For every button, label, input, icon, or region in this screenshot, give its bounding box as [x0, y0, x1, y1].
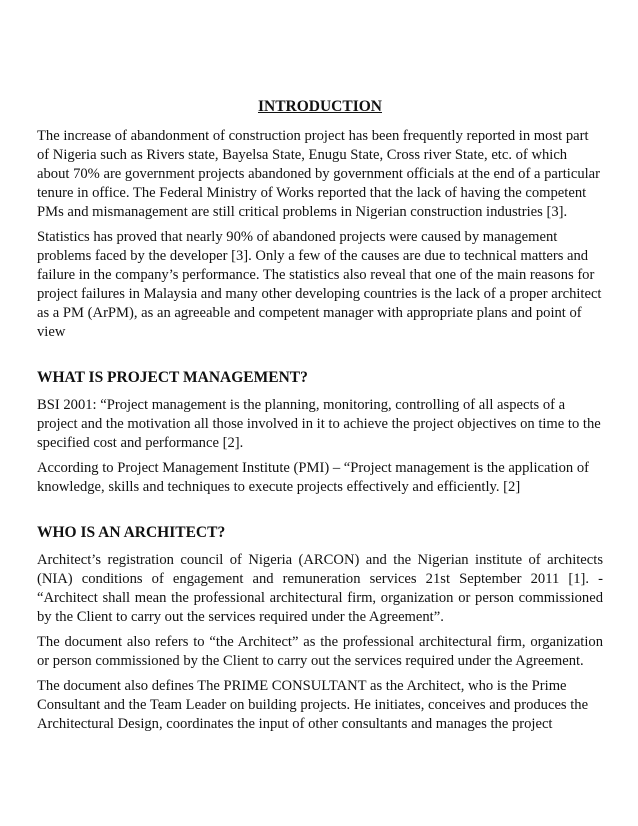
architect-paragraph-1: Architect’s registration council of Nigeria (ARCON) and the Nigerian institute of architects (NIA) conditions of engagement and remuneration services 21st September 2011 [1]. - “Architect shall mean the professional architectural firm, organization or person commissioned by the Client to carry out the services required under the Agreement”. — [37, 552, 603, 625]
architect-paragraph-2: The document also refers to “the Architect” as the professional architectural firm, organization or person commissioned by the Client to carry out the services required under the Agreement. — [37, 634, 603, 669]
document-page — [37, 97, 603, 740]
section-spacer — [37, 348, 603, 368]
pm-paragraph-1: BSI 2001: “Project management is the planning, monitoring, controlling of all aspects of a project and the motivation all those involved in it to achieve the project objectives on time to the specified cost and performance [2]. — [37, 397, 601, 451]
page-title: INTRODUCTION — [257, 98, 382, 115]
pm-paragraph-2: According to Project Management Institute (PMI) – “Project management is the application of knowledge, skills and techniques to execute projects effectively and efficiently. [2] — [37, 460, 589, 495]
section-heading-project-management: WHAT IS PROJECT MANAGEMENT? — [37, 369, 308, 386]
architect-paragraph-3: The document also defines The PRIME CONSULTANT as the Architect, who is the Prime Consultant and the Team Leader on building projects. He initiates, conceives and produces the Architectural Design, coordinates the input of other consultants and manages the project — [37, 678, 589, 732]
intro-paragraph-2: Statistics has proved that nearly 90% of abandoned projects were caused by management problems faced by the developer [3]. Only a few of the causes are due to technical matters and failure in the company’s performance. The statistics also reveal that one of the main reasons for project failures in Malaysia and many other developing countries is the lack of a proper architect as a PM (ArPM), as an agreeable and competent manager with appropriate plans and point of view — [37, 229, 602, 340]
section-spacer — [37, 503, 603, 523]
section-heading-architect: WHO IS AN ARCHITECT? — [37, 524, 226, 541]
intro-paragraph-1: The increase of abandonment of construction project has been frequently reported in most part of Nigeria such as Rivers state, Bayelsa State, Enugu State, Cross river State, etc. of which about 70% are government projects abandoned by government officials at the end of a particular tenure in office. The Federal Ministry of Works reported that the lack of having the competent PMs and mismanagement are still critical problems in Nigerian construction industries [3]. — [37, 128, 601, 220]
